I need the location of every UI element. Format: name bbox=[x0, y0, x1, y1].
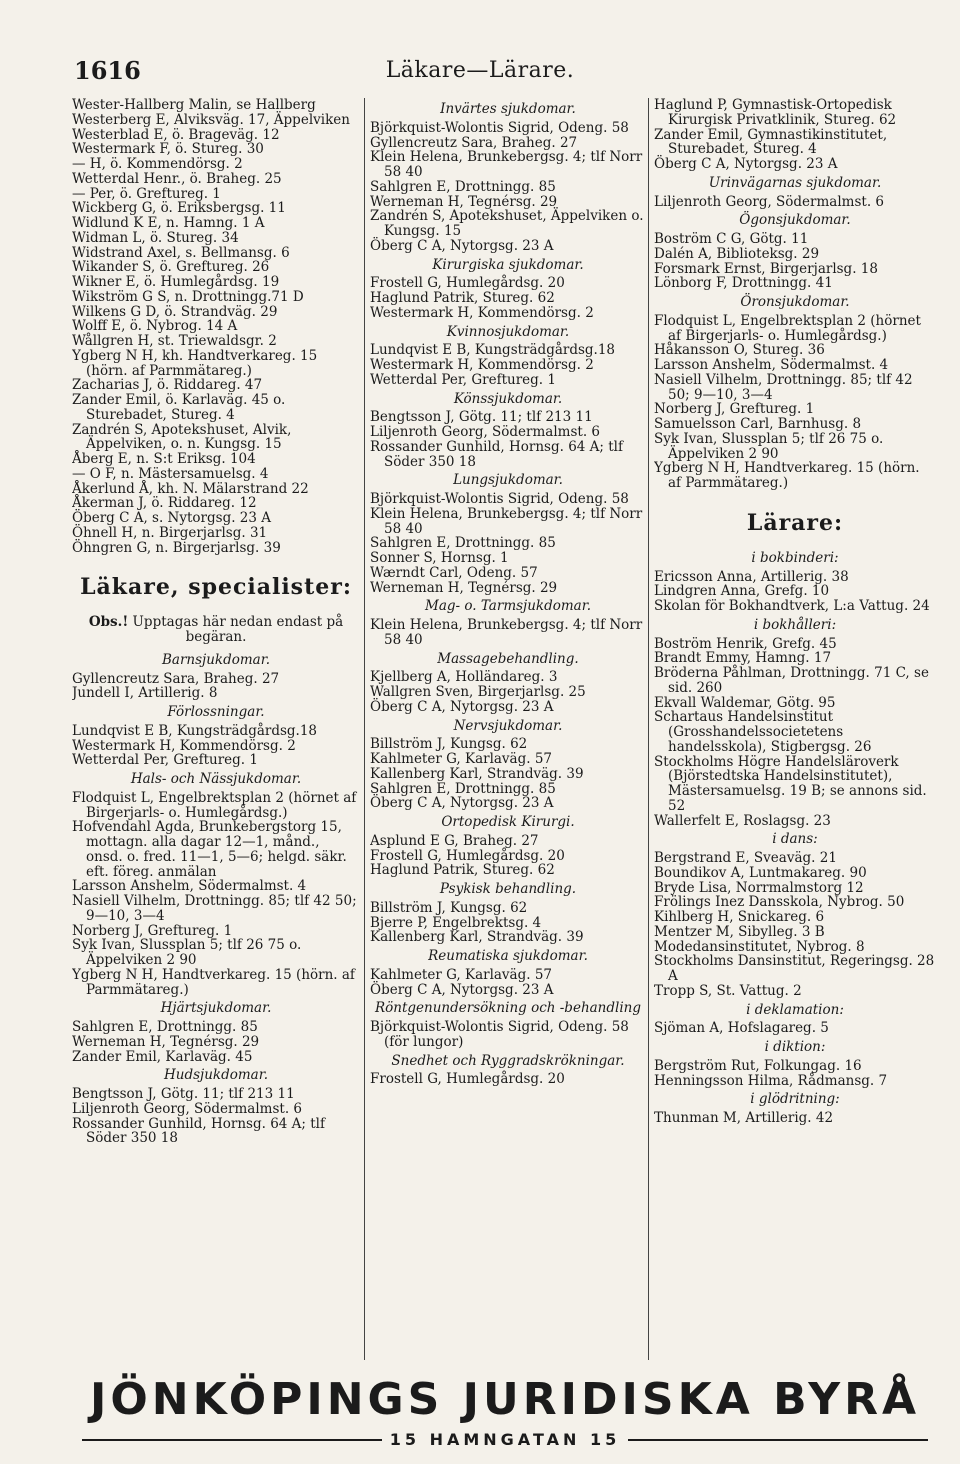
directory-entry: Gyllencreutz Sara, Braheg. 27 bbox=[72, 670, 280, 687]
directory-entry: Thunman M, Artillerig. 42 bbox=[654, 1110, 834, 1126]
directory-entry: Öberg C A, Nytorgsg. 23 A bbox=[370, 698, 554, 715]
directory-entry: Zander Emil, ö. Karlaväg. 45 o. Sturebadet, Stureg. 4 bbox=[72, 392, 286, 423]
advertisement-address-line bbox=[72, 1430, 938, 1450]
directory-entry: Boström C G, Götg. 11 bbox=[654, 231, 809, 247]
section-heading: Barnsjukdomar. bbox=[162, 651, 270, 668]
section-heading: Hjärtsjukdomar. bbox=[160, 1000, 272, 1017]
directory-entry: Stockholms Högre Handelsläroverk (Björstedtska Handelsinstitutet), Mästersamuelsg. 19 B; se annons sid. 52 bbox=[654, 753, 927, 814]
directory-entry: Sahlgren E, Drottningg. 85 bbox=[370, 780, 556, 797]
directory-entry: Boundikov A, Luntmakareg. 90 bbox=[654, 864, 867, 881]
directory-entry: Widlund K E, n. Hamng. 1 A bbox=[72, 215, 265, 231]
section-heading: i diktion: bbox=[764, 1039, 826, 1055]
directory-entry: Werneman H, Tegnérsg. 29 bbox=[370, 193, 558, 210]
directory-entry: Westermark H, Kommendörsg. 2 bbox=[370, 304, 594, 321]
directory-entry: Larsson Anshelm, Södermalmst. 4 bbox=[654, 357, 889, 373]
directory-entry: Frölings Inez Dansskola, Nybrog. 50 bbox=[654, 894, 905, 911]
directory-entry: Åberg E, n. S:t Eriksg. 104 bbox=[72, 451, 256, 467]
section-heading: Massagebehandling. bbox=[437, 650, 579, 667]
directory-entry: Modedansinstitutet, Nybrog. 8 bbox=[654, 938, 865, 955]
directory-entry: Zacharias J, ö. Riddareg. 47 bbox=[72, 377, 263, 394]
directory-entry: Wetterdal Henr., ö. Braheg. 25 bbox=[72, 170, 282, 187]
directory-entry: Mentzer M, Sibylleg. 3 B bbox=[654, 923, 825, 940]
directory-entry: Westerberg E, Alviksväg. 17, Äppelviken bbox=[72, 111, 350, 128]
directory-entry: Rossander Gunhild, Hornsg. 64 A; tlf Söder 350 18 bbox=[72, 1115, 325, 1147]
section-heading: i glödritning: bbox=[750, 1091, 840, 1108]
directory-entry: Zander Emil, Gymnastikinstitutet, Sturebadet, Stureg. 4 bbox=[654, 126, 888, 158]
directory-entry: Wallerfelt E, Roslagsg. 23 bbox=[654, 812, 831, 829]
directory-entry: Bjerre P, Engelbrektsg. 4 bbox=[370, 914, 542, 931]
directory-entry: Zandrén S, Apotekshuset, Alvik, Äppelviken, o. n. Kungsg. 15 bbox=[72, 421, 292, 453]
directory-entry: Wester-Hallberg Malin, se Hallberg bbox=[72, 98, 316, 113]
directory-entry: Klein Helena, Brunkebergsg. 4; tlf Norr 58 40 bbox=[370, 505, 643, 537]
section-heading: Ögonsjukdomar. bbox=[739, 212, 851, 229]
directory-entry: Westermark H, Kommendörsg. 2 bbox=[72, 737, 296, 754]
directory-entry: Haglund Patrik, Stureg. 62 bbox=[370, 290, 555, 306]
directory-entry: Ygberg N H, Handtverkareg. 15 (hörn. af Parmmätareg.) bbox=[654, 460, 920, 491]
page-number: 1616 bbox=[74, 56, 141, 85]
directory-entry: Björkquist-Wolontis Sigrid, Odeng. 58 bbox=[370, 119, 629, 136]
directory-entry: Björkquist-Wolontis Sigrid, Odeng. 58 (för lungor) bbox=[370, 1019, 629, 1050]
section-heading: Kirurgiska sjukdomar. bbox=[432, 256, 584, 273]
section-heading: Hudsjukdomar. bbox=[164, 1067, 268, 1084]
directory-entry: Ygberg N H, kh. Handtverkareg. 15 (hörn. af Parmmätareg.) bbox=[72, 347, 318, 379]
directory-entry: — Per, ö. Greftureg. 1 bbox=[72, 185, 221, 202]
teachers-heading: Lärare: bbox=[746, 509, 844, 536]
directory-entry: Haglund P, Gymnastisk-Ortopedisk Kirurgisk Privatklinik, Stureg. 62 bbox=[654, 98, 897, 128]
directory-entry: Liljenroth Georg, Södermalmst. 6 bbox=[654, 193, 884, 210]
section-heading: Lungsjukdomar. bbox=[453, 472, 563, 489]
directory-entry: Asplund E G, Braheg. 27 bbox=[370, 832, 539, 849]
col1-top-list bbox=[72, 98, 360, 555]
note-text: Upptagas här nedan endast på begäran. bbox=[128, 614, 344, 645]
directory-entry: Wikström G S, n. Drottningg.71 D bbox=[72, 288, 304, 305]
directory-entry: Öberg C A, Nytorgsg. 23 A bbox=[370, 795, 554, 812]
section-heading: Psykisk behandling. bbox=[439, 881, 577, 897]
directory-entry: Bengtsson J, Götg. 11; tlf 213 11 bbox=[370, 409, 593, 426]
directory-entry: Nasiell Vilhelm, Drottningg. 85; tlf 42 50; 9—10, 3—4 bbox=[72, 893, 357, 924]
directory-entry: Henningsson Hilma, Rådmansg. 7 bbox=[654, 1072, 888, 1089]
directory-entry: Tropp S, St. Vattug. 2 bbox=[654, 982, 802, 999]
col1-sections bbox=[72, 653, 360, 1146]
directory-entry: Bergstrand E, Sveaväg. 21 bbox=[654, 850, 837, 866]
directory-entry: Sahlgren E, Drottningg. 85 bbox=[370, 535, 556, 552]
directory-entry: Bröderna Påhlman, Drottningg. 71 C, se sid. 260 bbox=[654, 665, 929, 696]
directory-entry: Wetterdal Per, Greftureg. 1 bbox=[370, 371, 556, 388]
directory-entry: Åkerlund Å, kh. N. Mälarstrand 22 bbox=[72, 480, 309, 497]
directory-entry: Werneman H, Tegnérsg. 29 bbox=[72, 1033, 260, 1050]
directory-entry: Wilkens G D, ö. Strandväg. 29 bbox=[72, 303, 278, 320]
directory-entry: Billström J, Kungsg. 62 bbox=[370, 899, 528, 916]
directory-entry: — H, ö. Kommendörsg. 2 bbox=[72, 156, 243, 172]
section-heading: Nervsjukdomar. bbox=[453, 717, 563, 734]
col3-top-list bbox=[654, 98, 936, 172]
directory-entry: Wikner E, ö. Humlegårdsg. 19 bbox=[72, 274, 280, 290]
section-heading: Mag- o. Tarmsjukdomar. bbox=[425, 598, 591, 615]
directory-entry: Wetterdal Per, Greftureg. 1 bbox=[72, 752, 258, 769]
column-2 bbox=[370, 98, 646, 1360]
directory-entry: — O F, n. Mästersamuelsg. 4 bbox=[72, 465, 269, 482]
directory-entry: Lindgren Anna, Grefg. 10 bbox=[654, 583, 830, 600]
directory-entry: Skolan för Bokhandtverk, L:a Vattug. 24 bbox=[654, 598, 930, 614]
directory-entry: Öhngren G, n. Birgerjarlsg. 39 bbox=[72, 539, 281, 556]
directory-entry: Norberg J, Greftureg. 1 bbox=[654, 401, 815, 418]
column-3 bbox=[654, 98, 936, 1360]
directory-entry: Bergström Rut, Folkungag. 16 bbox=[654, 1057, 862, 1074]
directory-entry: Öberg C A, Nytorgsg. 23 A bbox=[370, 237, 554, 254]
running-head: Läkare—Lärare. bbox=[385, 58, 575, 83]
directory-entry: Åkerman J, ö. Riddareg. 12 bbox=[72, 495, 257, 512]
directory-entry: Bengtsson J, Götg. 11; tlf 213 11 bbox=[72, 1086, 295, 1102]
directory-entry: Westermark H, Kommendörsg. 2 bbox=[370, 357, 594, 373]
directory-entry: Werneman H, Tegnérsg. 29 bbox=[370, 579, 558, 596]
directory-entry: Kallenberg Karl, Strandväg. 39 bbox=[370, 929, 584, 946]
directory-entry: Flodquist L, Engelbrektsplan 2 (hörnet af Birgerjarls- o. Humlegårdsg.) bbox=[654, 312, 921, 344]
directory-entry: Wolff E, ö. Nybrog. 14 A bbox=[72, 318, 238, 335]
directory-entry: Stockholms Dansinstitut, Regeringsg. 28 A bbox=[654, 953, 935, 984]
advertisement-address: 15 HAMNGATAN 15 bbox=[389, 1430, 621, 1449]
directory-entry: Kahlmeter G, Karlaväg. 57 bbox=[370, 751, 553, 767]
directory-entry: Björkquist-Wolontis Sigrid, Odeng. 58 bbox=[370, 491, 629, 507]
section-heading: Reumatiska sjukdomar. bbox=[428, 948, 588, 964]
specialists-heading: Läkare, specialister: bbox=[80, 574, 352, 601]
section-heading: i bokhålleri: bbox=[753, 616, 837, 633]
directory-entry: Wallgren Sven, Birgerjarlsg. 25 bbox=[370, 684, 586, 700]
section-heading: Förlossningar. bbox=[167, 704, 265, 720]
directory-entry: Liljenroth Georg, Södermalmst. 6 bbox=[370, 424, 600, 440]
directory-entry: Sjöman A, Hofslagareg. 5 bbox=[654, 1020, 829, 1037]
directory-entry: Forsmark Ernst, Birgerjarlsg. 18 bbox=[654, 260, 878, 277]
directory-entry: Bryde Lisa, Norrmalmstorg 12 bbox=[654, 879, 864, 896]
directory-entry: Nasiell Vilhelm, Drottningg. 85; tlf 42 50; 9—10, 3—4 bbox=[654, 371, 913, 403]
section-heading: Kvinnosjukdomar. bbox=[446, 323, 570, 340]
directory-entry: Westerblad E, ö. Brageväg. 12 bbox=[72, 126, 280, 143]
directory-entry: Lundqvist E B, Kungsträdgårdsg.18 bbox=[72, 722, 318, 739]
directory-entry: Zander Emil, Karlaväg. 45 bbox=[72, 1048, 253, 1065]
directory-entry: Håkansson O, Stureg. 36 bbox=[654, 342, 825, 359]
directory-entry: Klein Helena, Brunkebergsg. 4; tlf Norr 58 40 bbox=[370, 617, 643, 648]
directory-entry: Billström J, Kungsg. 62 bbox=[370, 736, 528, 753]
directory-entry: Kahlmeter G, Karlaväg. 57 bbox=[370, 966, 553, 983]
directory-entry: Klein Helena, Brunkebergsg. 4; tlf Norr 58 40 bbox=[370, 149, 643, 180]
section-heading: Urinvägarnas sjukdomar. bbox=[708, 174, 882, 191]
section-heading: Könssjukdomar. bbox=[453, 390, 563, 407]
directory-entry: Sahlgren E, Drottningg. 85 bbox=[370, 178, 556, 195]
directory-entry: Widstrand Axel, s. Bellmansg. 6 bbox=[72, 244, 290, 261]
directory-entry: Brandt Emmy, Hamng. 17 bbox=[654, 650, 832, 667]
directory-entry: Liljenroth Georg, Södermalmst. 6 bbox=[72, 1100, 302, 1117]
directory-entry: Zandrén S, Apotekshuset, Äppelviken o. Kungsg. 15 bbox=[370, 208, 644, 239]
directory-entry: Wickberg G, ö. Eriksbergsg. 11 bbox=[72, 200, 286, 217]
section-heading: Snedhet och Ryggradskrökningar. bbox=[391, 1052, 625, 1069]
directory-entry: Boström Henrik, Grefg. 45 bbox=[654, 635, 837, 652]
col3-teacher-sections bbox=[654, 551, 936, 1126]
section-heading: Invärtes sjukdomar. bbox=[440, 101, 576, 117]
directory-entry: Lundqvist E B, Kungsträdgårdsg.18 bbox=[370, 342, 616, 359]
directory-entry: Ericsson Anna, Artillerig. 38 bbox=[654, 568, 849, 585]
directory-entry: Westermark F, ö. Stureg. 30 bbox=[72, 141, 264, 158]
directory-entry: Ygberg N H, Handtverkareg. 15 (hörn. af Parmmätareg.) bbox=[72, 966, 355, 998]
section-heading: i deklamation: bbox=[746, 1001, 844, 1018]
directory-entry: Wikander S, ö. Greftureg. 26 bbox=[72, 259, 270, 276]
note-obs: Obs.! bbox=[88, 614, 129, 631]
directory-entry: Norberg J, Greftureg. 1 bbox=[72, 922, 233, 939]
section-heading: Ortopedisk Kirurgi. bbox=[441, 814, 575, 830]
directory-entry: Gyllencreutz Sara, Braheg. 27 bbox=[370, 134, 578, 151]
directory-entry: Syk Ivan, Slussplan 5; tlf 26 75 o. Äppelviken 2 90 bbox=[654, 430, 884, 462]
directory-entry: Widman L, ö. Stureg. 34 bbox=[72, 229, 239, 246]
column-rule bbox=[364, 98, 365, 1360]
col3-sections bbox=[654, 176, 936, 491]
directory-entry: Hofvendahl Agda, Brunkebergstorg 15, mottagn. alla dagar 12—1, månd., onsd. o. fred. 11—1, 5—6; helgd. säkr. eft. föreg. anmälan bbox=[72, 819, 347, 880]
directory-entry: Öhnell H, n. Birgerjarlsg. 31 bbox=[72, 524, 268, 541]
directory-entry: Wærndt Carl, Odeng. 57 bbox=[370, 564, 538, 581]
specialists-note bbox=[72, 615, 360, 645]
directory-entry: Frostell G, Humlegårdsg. 20 bbox=[370, 1071, 565, 1088]
directory-entry: Wållgren H, st. Triewaldsgr. 2 bbox=[72, 333, 277, 349]
section-heading: Hals- och Nässjukdomar. bbox=[130, 771, 302, 787]
directory-entry: Kihlberg H, Snickareg. 6 bbox=[654, 909, 825, 925]
directory-entry: Lönborg F, Drottningg. 41 bbox=[654, 275, 833, 292]
directory-entry: Rossander Gunhild, Hornsg. 64 A; tlf Söder 350 18 bbox=[370, 438, 623, 470]
directory-entry: Frostell G, Humlegårdsg. 20 bbox=[370, 847, 565, 864]
directory-entry: Kallenberg Karl, Strandväg. 39 bbox=[370, 765, 584, 782]
directory-entry: Schartaus Handelsinstitut (Grosshandelssocietetens handelsskola), Stigbergsg. 26 bbox=[654, 709, 872, 755]
directory-entry: Samuelsson Carl, Barnhusg. 8 bbox=[654, 416, 862, 432]
directory-entry: Öberg C A, Nytorgsg. 23 A bbox=[370, 981, 554, 998]
section-heading: i bokbinderi: bbox=[751, 549, 839, 566]
advertisement-name: JÖNKÖPINGS JURIDISKA BYRÅ bbox=[89, 1374, 921, 1425]
col2-sections bbox=[370, 102, 646, 1087]
directory-entry: Frostell G, Humlegårdsg. 20 bbox=[370, 275, 565, 292]
directory-entry: Dalén A, Biblioteksg. 29 bbox=[654, 245, 820, 262]
directory-entry: Ekvall Waldemar, Götg. 95 bbox=[654, 694, 836, 711]
directory-entry: Öberg C A, Nytorgsg. 23 A bbox=[654, 156, 838, 172]
directory-entry: Sahlgren E, Drottningg. 85 bbox=[72, 1019, 258, 1035]
directory-entry: Jundell I, Artillerig. 8 bbox=[72, 685, 218, 702]
directory-entry: Sonner S, Hornsg. 1 bbox=[370, 550, 509, 566]
section-heading: Öronsjukdomar. bbox=[740, 294, 850, 310]
column-rule bbox=[648, 98, 649, 1360]
directory-entry: Haglund Patrik, Stureg. 62 bbox=[370, 862, 555, 879]
directory-entry: Syk Ivan, Slussplan 5; tlf 26 75 o. Äppelviken 2 90 bbox=[72, 937, 302, 968]
directory-entry: Öberg C A, s. Nytorgsg. 23 A bbox=[72, 510, 272, 526]
column-1 bbox=[72, 98, 360, 1360]
section-heading: Röntgenundersökning och -behandling bbox=[374, 1000, 641, 1017]
directory-entry: Larsson Anshelm, Södermalmst. 4 bbox=[72, 878, 307, 895]
section-heading: i dans: bbox=[772, 831, 818, 848]
directory-entry: Kjellberg A, Holländareg. 3 bbox=[370, 669, 558, 686]
directory-entry: Flodquist L, Engelbrektsplan 2 (hörnet af Birgerjarls- o. Humlegårdsg.) bbox=[72, 789, 357, 821]
